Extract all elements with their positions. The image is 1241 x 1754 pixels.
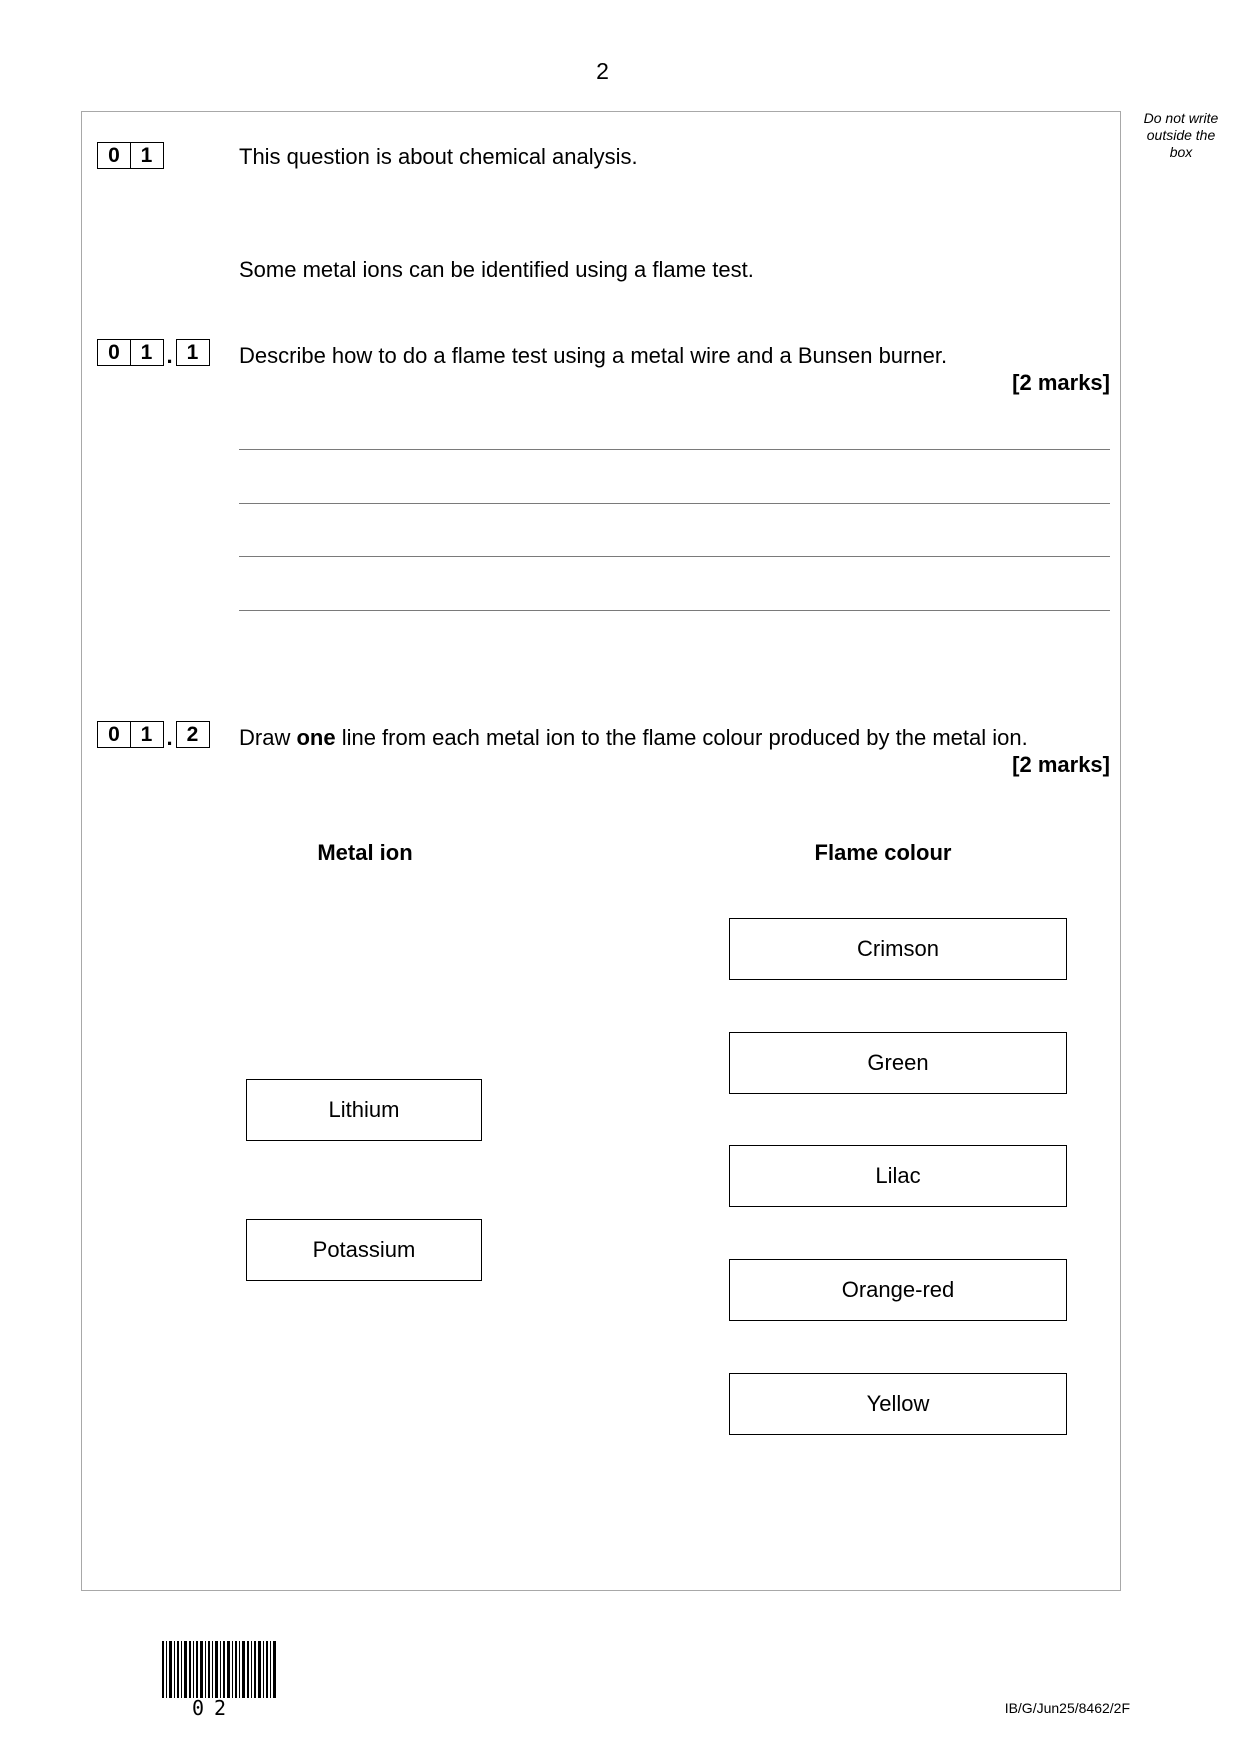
question-number-cell: 1	[130, 142, 164, 169]
barcode	[162, 1641, 276, 1698]
metal-ion-box-potassium[interactable]	[246, 1219, 482, 1281]
flame-colour-label: Green	[867, 1050, 929, 1075]
page-number: 2	[596, 58, 609, 84]
flame-colour-label: Yellow	[866, 1391, 930, 1416]
prompt-emphasis: one	[296, 725, 336, 750]
prompt-part: Draw	[239, 725, 297, 750]
marks-label-01-2: [2 marks]	[1012, 752, 1110, 777]
metal-ion-label: Lithium	[328, 1097, 400, 1122]
answer-line[interactable]	[239, 610, 1110, 611]
flame-colour-box-lilac[interactable]	[729, 1145, 1067, 1207]
marks-label-01-1: [2 marks]	[1012, 370, 1110, 395]
answer-line[interactable]	[239, 449, 1110, 450]
flame-colour-label: Lilac	[875, 1163, 921, 1188]
question-number-dot: .	[166, 724, 173, 750]
flame-colour-label: Crimson	[857, 936, 939, 961]
answer-line[interactable]	[239, 503, 1110, 504]
question-number-cell: 0	[97, 721, 131, 748]
metal-ion-heading: Metal ion	[317, 840, 413, 865]
question-number-01-1	[97, 339, 210, 366]
flame-colour-heading: Flame colour	[814, 840, 952, 865]
question-prompt-01-2	[239, 725, 1028, 751]
flame-colour-label: Orange-red	[841, 1277, 955, 1302]
margin-note: Do not write outside the box	[1143, 110, 1219, 160]
metal-ion-label: Potassium	[312, 1237, 416, 1262]
paper-reference: IB/G/Jun25/8462/2F	[1004, 1700, 1130, 1716]
question-number-cell: 0	[97, 339, 131, 366]
flame-colour-box-crimson[interactable]	[729, 918, 1067, 980]
question-number-cell: 2	[176, 721, 210, 748]
question-prompt-01-1: Describe how to do a flame test using a metal wire and a Bunsen burner.	[239, 343, 948, 368]
answer-line[interactable]	[239, 556, 1110, 557]
flame-colour-box-green[interactable]	[729, 1032, 1067, 1094]
prompt-part: line from each metal ion to the flame colour produced by the metal ion.	[335, 725, 1028, 750]
question-number-dot: .	[166, 342, 173, 368]
question-number-01-2	[97, 721, 210, 748]
flame-colour-box-orange-red[interactable]	[729, 1259, 1067, 1321]
question-number-01	[97, 142, 164, 169]
question-context: Some metal ions can be identified using a flame test.	[239, 257, 754, 282]
question-number-cell: 1	[176, 339, 210, 366]
metal-ion-box-lithium[interactable]	[246, 1079, 482, 1141]
flame-colour-box-yellow[interactable]	[729, 1373, 1067, 1435]
question-number-cell: 1	[130, 339, 164, 366]
question-number-cell: 0	[97, 142, 131, 169]
question-number-cell: 1	[130, 721, 164, 748]
barcode-digits: 02	[192, 1696, 237, 1720]
question-intro: This question is about chemical analysis.	[239, 144, 638, 169]
